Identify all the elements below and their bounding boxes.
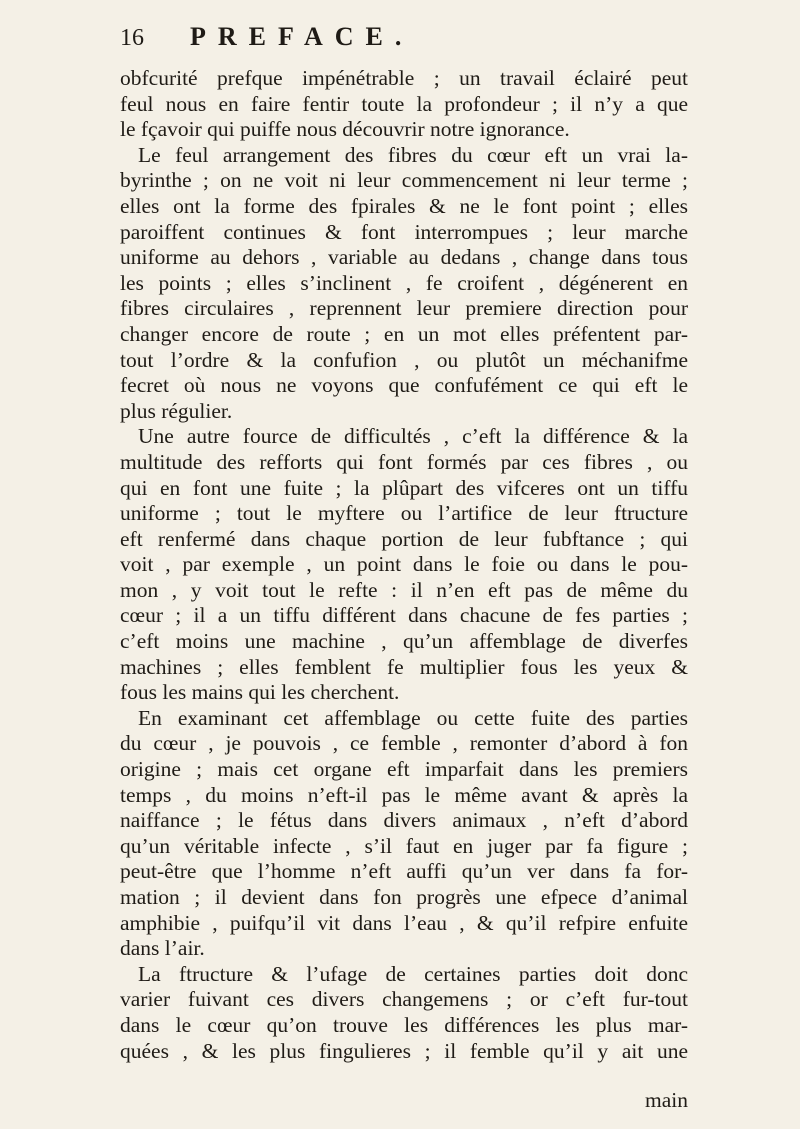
text-line: quées , & les plus fingulieres ; il femble qu’il y ait une (120, 1038, 688, 1063)
text-line: Une autre fource de difficultés , c’eft la différence & la (138, 424, 688, 449)
text-line: c’eft moins une machine , qu’un affemblage de diverfes (120, 629, 688, 654)
text-line: fecret où nous ne voyons que confufément ce qui eft le (120, 373, 688, 398)
text-line: plus régulier. (120, 398, 233, 423)
text-line: Le feul arrangement des fibres du cœur eft un vrai la- (138, 142, 688, 167)
text-line: obfcurité prefque impénétrable ; un travail éclairé peut (120, 66, 688, 90)
text-line: dans le cœur qu’on trouve les différences les plus mar- (120, 1012, 688, 1037)
text-line: machines ; elles femblent fe multiplier fous les yeux & (120, 654, 688, 679)
text-line: paroiffent continues & font interrompues ; leur marche (120, 219, 688, 244)
text-line: uniforme au dehors , variable au dedans , change dans tous (120, 245, 688, 270)
catchword: main (645, 1088, 688, 1112)
text-line: fous les mains qui les cherchent. (120, 680, 400, 705)
text-line: changer encore de route ; en un mot elles préfentent par- (120, 321, 688, 346)
text-line: du cœur , je pouvois , ce femble , remonter d’abord à fon (120, 731, 688, 756)
text-line: les points ; elles s’inclinent , fe croifent , dégénerent en (120, 270, 688, 295)
text-line: multitude des refforts qui font formés par ces fibres , ou (120, 449, 688, 474)
page-header (120, 22, 680, 62)
text-line: amphibie , puifqu’il vit dans l’eau , & qu’il refpire enfuite (120, 910, 688, 935)
text-line: tout l’ordre & la confufion , ou plutôt un méchanifme (120, 347, 688, 372)
running-title: PREFACE. (190, 22, 414, 51)
text-line: voit , par exemple , un point dans le foie ou dans le pou- (120, 552, 688, 577)
body-text (120, 66, 688, 1064)
text-line: byrinthe ; on ne voit ni leur commencement ni leur terme ; (120, 168, 688, 193)
text-line: feul nous en faire fentir toute la profondeur ; il n’y a que (120, 91, 688, 116)
text-line: dans l’air. (120, 936, 205, 961)
text-line: qu’un véritable infecte , s’il faut en juger par fa figure ; (120, 833, 688, 858)
text-line: naiffance ; le fétus dans divers animaux , n’eft d’abord (120, 808, 688, 833)
text-line: origine ; mais cet organe eft imparfait dans les premiers (120, 757, 688, 782)
text-line: varier fuivant ces divers changemens ; or c’eft fur-tout (120, 987, 688, 1012)
text-line: cœur ; il a un tiffu différent dans chacune de fes parties ; (120, 603, 688, 628)
text-line: peut-être que l’homme n’eft auffi qu’un ver dans fa for- (120, 859, 688, 884)
text-line: le fçavoir qui puiffe nous découvrir notre ignorance. (120, 117, 570, 142)
text-line: elles ont la forme des fpirales & ne le font point ; elles (120, 193, 688, 218)
text-line: temps , du moins n’eft-il pas le même avant & après la (120, 782, 688, 807)
text-line: La ftructure & l’ufage de certaines parties doit donc (138, 961, 688, 986)
text-line: qui en font une fuite ; la plûpart des vifceres ont un tiffu (120, 475, 688, 500)
text-line: mation ; il devient dans fon progrès une efpece d’animal (120, 885, 688, 909)
text-line: eft renfermé dans chaque portion de leur fubftance ; qui (120, 526, 688, 551)
text-line: fibres circulaires , reprennent leur premiere direction pour (120, 296, 688, 321)
text-line: uniforme ; tout le myftere ou l’artifice de leur ftructure (120, 501, 688, 526)
text-line: mon , y voit tout le refte : il n’en eft pas de même du (120, 577, 688, 602)
page-number: 16 (120, 25, 144, 51)
text-line: En examinant cet affemblage ou cette fuite des parties (138, 705, 688, 730)
